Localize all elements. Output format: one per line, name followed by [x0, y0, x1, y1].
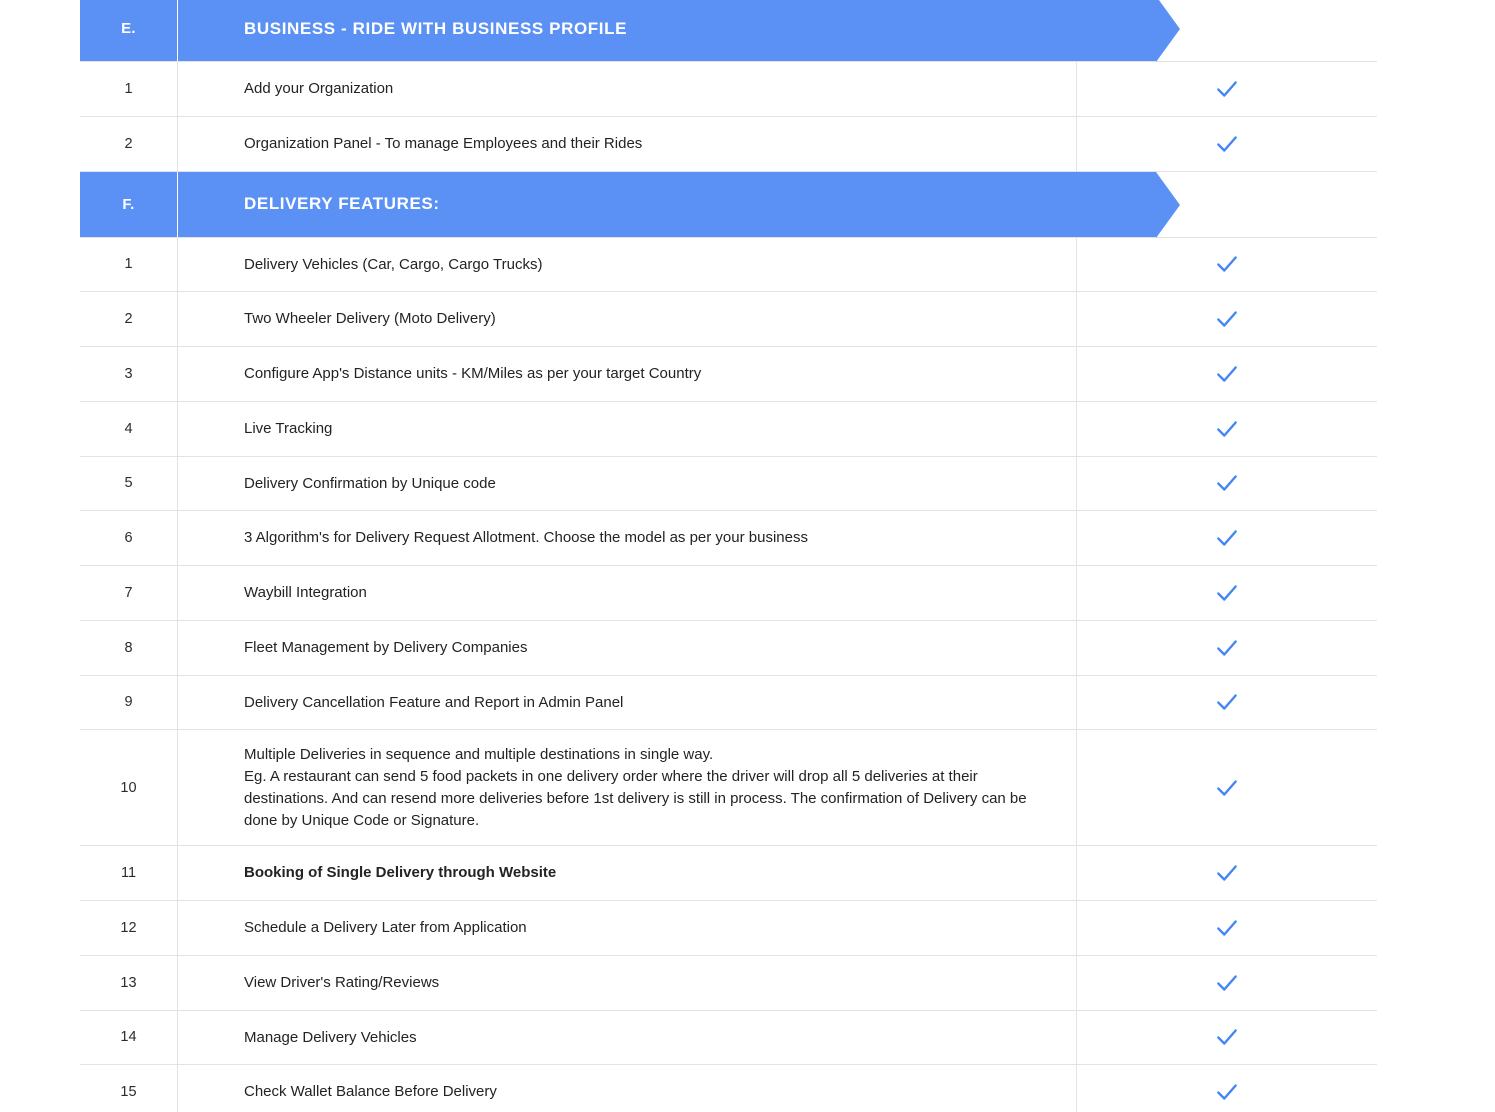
row-description-text: Fleet Management by Delivery Companies — [244, 638, 528, 656]
row-description — [178, 292, 1077, 346]
row-description-text: Add your Organization — [244, 80, 394, 97]
row-availability — [1077, 1011, 1377, 1065]
row-number: 10 — [80, 730, 178, 845]
row-number: 1 — [80, 238, 178, 292]
row-number: 7 — [80, 566, 178, 620]
check-icon — [1214, 775, 1240, 801]
row-description — [178, 956, 1077, 1010]
section-arrow-icon — [1156, 172, 1180, 238]
section-header-row — [80, 0, 1377, 62]
row-description-text: Check Wallet Balance Before Delivery — [244, 1083, 497, 1101]
row-availability — [1077, 117, 1377, 171]
section-title-wrap — [178, 172, 1156, 237]
table-row — [80, 1065, 1377, 1112]
row-availability — [1077, 566, 1377, 620]
section-header-blank-cell — [1156, 0, 1456, 61]
row-number: 4 — [80, 402, 178, 456]
row-number: 1 — [80, 62, 178, 116]
row-description-text: Delivery Vehicles (Car, Cargo, Cargo Trucks) — [244, 255, 543, 273]
table-row — [80, 956, 1377, 1011]
table-row — [80, 292, 1377, 347]
check-icon — [1214, 361, 1240, 387]
row-description-text: Waybill Integration — [244, 584, 367, 601]
row-number: 5 — [80, 457, 178, 511]
row-description-text: Two Wheeler Delivery (Moto Delivery) — [244, 310, 496, 328]
row-availability — [1077, 621, 1377, 675]
row-description-text: Organization Panel - To manage Employees and their Rides — [244, 134, 643, 152]
check-icon — [1214, 470, 1240, 496]
table-row — [80, 676, 1377, 731]
check-icon — [1214, 416, 1240, 442]
row-number: 12 — [80, 901, 178, 955]
table-row — [80, 566, 1377, 621]
section-letter: E. — [80, 0, 178, 61]
table-row — [80, 62, 1377, 117]
row-availability — [1077, 846, 1377, 900]
row-availability — [1077, 730, 1377, 845]
row-description-text: Schedule a Delivery Later from Application — [244, 919, 527, 936]
table-row — [80, 1011, 1377, 1066]
check-icon — [1214, 525, 1240, 551]
row-description — [178, 566, 1077, 620]
row-availability — [1077, 347, 1377, 401]
row-availability — [1077, 292, 1377, 346]
row-availability — [1077, 511, 1377, 565]
table-row — [80, 901, 1377, 956]
check-icon — [1214, 1024, 1240, 1050]
table-row — [80, 846, 1377, 901]
row-availability — [1077, 676, 1377, 730]
row-description — [178, 402, 1077, 456]
row-availability — [1077, 402, 1377, 456]
row-availability — [1077, 62, 1377, 116]
row-description — [178, 1011, 1077, 1065]
row-number: 8 — [80, 621, 178, 675]
section-title-wrap — [178, 0, 1156, 61]
row-availability — [1077, 956, 1377, 1010]
row-description-text: Manage Delivery Vehicles — [244, 1028, 417, 1046]
row-number: 15 — [80, 1065, 178, 1112]
table-row — [80, 402, 1377, 457]
section-letter: F. — [80, 172, 178, 237]
section-title: BUSINESS - RIDE WITH BUSINESS PROFILE — [244, 18, 628, 38]
row-description-text: Live Tracking — [244, 419, 333, 437]
row-description — [178, 347, 1077, 401]
row-description — [178, 511, 1077, 565]
check-icon — [1214, 76, 1240, 102]
section-header-row — [80, 172, 1377, 238]
table-row — [80, 621, 1377, 676]
row-description — [178, 846, 1077, 900]
row-description — [178, 730, 1077, 845]
row-description — [178, 621, 1077, 675]
row-availability — [1077, 457, 1377, 511]
table-row — [80, 730, 1377, 846]
check-icon — [1214, 251, 1240, 277]
row-number: 9 — [80, 676, 178, 730]
row-number: 2 — [80, 117, 178, 171]
row-number: 11 — [80, 846, 178, 900]
row-number: 6 — [80, 511, 178, 565]
row-number: 3 — [80, 347, 178, 401]
row-description — [178, 676, 1077, 730]
row-description-text: Booking of Single Delivery through Website — [244, 864, 557, 882]
table-row — [80, 238, 1377, 293]
row-description — [178, 117, 1077, 171]
check-icon — [1214, 635, 1240, 661]
check-icon — [1214, 1079, 1240, 1105]
section-arrow-icon — [1156, 0, 1180, 62]
row-number: 14 — [80, 1011, 178, 1065]
row-description — [178, 901, 1077, 955]
check-icon — [1214, 689, 1240, 715]
section-header-blank-cell — [1156, 172, 1456, 237]
check-icon — [1214, 860, 1240, 886]
row-description-text: Delivery Cancellation Feature and Report in Admin Panel — [244, 693, 624, 711]
row-description-text: Delivery Confirmation by Unique code — [244, 474, 496, 492]
row-description-text: Multiple Deliveries in sequence and multiple destinations in single way. Eg. A restaurant can send 5 food packets in one delivery order where the driver will drop all 5 deliveries at their destinations. And can resend more deliveries before 1st delivery is still in process. The confirmation of Delivery can be done by Unique Code or Signature. — [244, 746, 1027, 829]
row-number: 2 — [80, 292, 178, 346]
table-row — [80, 511, 1377, 566]
check-icon — [1214, 131, 1240, 157]
table-row — [80, 457, 1377, 512]
row-description-text: View Driver's Rating/Reviews — [244, 973, 440, 991]
row-description-text: 3 Algorithm's for Delivery Request Allotment. Choose the model as per your business — [244, 529, 808, 547]
row-availability — [1077, 1065, 1377, 1112]
check-icon — [1214, 970, 1240, 996]
row-description — [178, 62, 1077, 116]
check-icon — [1214, 306, 1240, 332]
row-number: 13 — [80, 956, 178, 1010]
row-availability — [1077, 238, 1377, 292]
table-row — [80, 117, 1377, 172]
check-icon — [1214, 915, 1240, 941]
check-icon — [1214, 580, 1240, 606]
row-description-text: Configure App's Distance units - KM/Miles as per your target Country — [244, 365, 702, 382]
feature-table — [80, 0, 1377, 1112]
row-description — [178, 1065, 1077, 1112]
row-description — [178, 238, 1077, 292]
row-availability — [1077, 901, 1377, 955]
table-row — [80, 347, 1377, 402]
row-description — [178, 457, 1077, 511]
section-title: DELIVERY FEATURES: — [244, 194, 440, 213]
